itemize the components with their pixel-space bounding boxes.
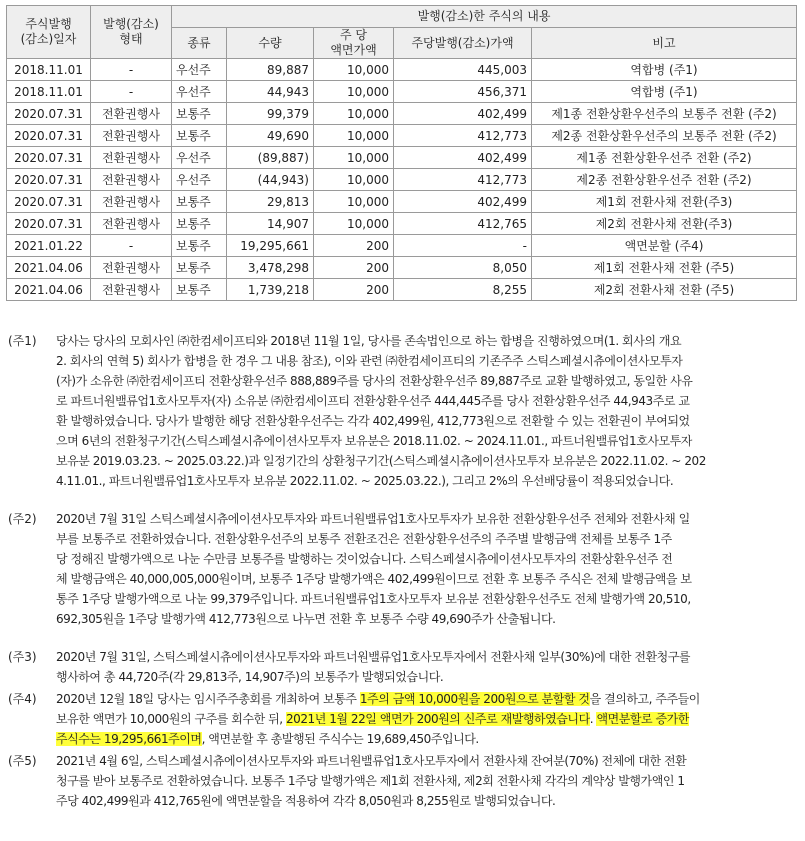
stock-issuance-table	[6, 5, 797, 301]
header-share-details: 발행(감소)한 주식의 내용	[172, 6, 797, 28]
footnote-label: (주1)	[8, 334, 37, 348]
cell-kind: 우선주	[172, 81, 227, 103]
table-row	[7, 59, 797, 81]
footnote-line: 주당 402,499원과 412,765원에 액면분할을 적용하여 각각 8,050원과 8,255원로 발행되었습니다.	[56, 794, 556, 808]
cell-quantity: 49,690	[227, 125, 314, 147]
cell-kind: 우선주	[172, 169, 227, 191]
cell-issue-price: 8,050	[394, 257, 532, 279]
highlighted-text: 1주의 금액 10,000원을 200원으로 분할할 것	[359, 692, 590, 706]
cell-kind: 보통주	[172, 125, 227, 147]
footnote-label: (주4)	[8, 692, 37, 706]
cell-remark: 제1회 전환사채 전환(주3)	[532, 191, 797, 213]
footnote-line: 보유한 액면가 10,000원의 구주를 회수한 뒤, 2021년 1월 22일 액면가 200원의 신주로 재발행하였습니다. 액면분할로 증가한	[56, 712, 689, 726]
cell-type: -	[91, 235, 172, 257]
cell-date: 2020.07.31	[7, 103, 91, 125]
cell-remark: 역합병 (주1)	[532, 59, 797, 81]
highlighted-text: 액면분할로 증가한	[596, 712, 689, 726]
cell-kind: 보통주	[172, 213, 227, 235]
cell-remark: 제1종 전환상환우선주의 보통주 전환 (주2)	[532, 103, 797, 125]
table-row	[7, 81, 797, 103]
footnote-line: 2020년 7월 31일 스틱스페셜시츄에이션사모투자와 파트너원밸류업1호사모투자가 보유한 전환상환우선주 전체와 전환사채 일	[56, 512, 690, 526]
cell-date: 2020.07.31	[7, 169, 91, 191]
footnote-text	[56, 331, 800, 491]
header-issue-price: 주당발행(감소)가액	[394, 28, 532, 59]
cell-remark: 제2종 전환상환우선주의 보통주 전환 (주2)	[532, 125, 797, 147]
footnote-line: 행사하여 총 44,720주(각 29,813주, 14,907주)의 보통주가 발행되었습니다.	[56, 670, 444, 684]
cell-type: -	[91, 81, 172, 103]
footnote-line: 체 발행금액은 40,000,005,000원이며, 보통주 1주당 발행가액은 402,499원이므로 전환 후 보통주 주식은 전체 발행금액을 보	[56, 572, 692, 586]
table-row	[7, 213, 797, 235]
cell-remark: 액면분할 (주4)	[532, 235, 797, 257]
footnote-line: 2020년 12월 18일 당사는 임시주주총회를 개최하여 보통주 1주의 금액 10,000원을 200원으로 분할할 것을 결의하고, 주주들이	[56, 692, 700, 706]
cell-par-value: 10,000	[314, 103, 394, 125]
cell-remark: 제2종 전환상환우선주 전환 (주2)	[532, 169, 797, 191]
cell-date: 2021.01.22	[7, 235, 91, 257]
cell-par-value: 10,000	[314, 125, 394, 147]
cell-kind: 보통주	[172, 279, 227, 301]
cell-quantity: 89,887	[227, 59, 314, 81]
table-row	[7, 257, 797, 279]
header-par-value: 주 당 액면가액	[314, 28, 394, 59]
cell-date: 2020.07.31	[7, 213, 91, 235]
cell-remark: 제1종 전환상환우선주 전환 (주2)	[532, 147, 797, 169]
table-row	[7, 147, 797, 169]
cell-issue-price: 402,499	[394, 147, 532, 169]
table-row	[7, 235, 797, 257]
cell-par-value: 10,000	[314, 169, 394, 191]
cell-quantity: 99,379	[227, 103, 314, 125]
footnote-text	[56, 751, 800, 811]
cell-type: 전환권행사	[91, 169, 172, 191]
footnote-line: 통주 1주당 발행가액으로 나눈 99,379주입니다. 파트너원밸류업1호사모투자 보유분 전환상환우선주도 전체 발행가액 20,510,	[56, 592, 691, 606]
cell-date: 2018.11.01	[7, 81, 91, 103]
cell-par-value: 200	[314, 257, 394, 279]
footnote-line: (자)가 소유한 ㈜한컴세이프티 전환상환우선주 888,889주를 당사의 전환상환우선주 89,887주로 교환 발행하였고, 동일한 사유	[56, 374, 693, 388]
cell-issue-price: 412,773	[394, 169, 532, 191]
cell-issue-price: 456,371	[394, 81, 532, 103]
footnote-label: (주5)	[8, 754, 37, 768]
cell-type: 전환권행사	[91, 257, 172, 279]
cell-type: 전환권행사	[91, 279, 172, 301]
cell-type: 전환권행사	[91, 191, 172, 213]
cell-quantity: 44,943	[227, 81, 314, 103]
footnote-line: 2. 회사의 연혁 5) 회사가 합병을 한 경우 그 내용 참조), 이와 관련 ㈜한컴세이프티의 기존주주 스틱스페셜시츄에이션사모투자	[56, 354, 683, 368]
header-issue-type: 발행(감소) 형태	[91, 6, 172, 59]
footnote-line: 환 발행하였습니다. 당사가 발행한 해당 전환상환우선주는 각각 402,499원, 412,773원으로 전환할 수 있는 전환권이 부여되었	[56, 414, 690, 428]
footnote-text	[56, 689, 800, 749]
cell-date: 2018.11.01	[7, 59, 91, 81]
cell-remark: 제2회 전환사채 전환(주3)	[532, 213, 797, 235]
footnote-line: 2021년 4월 6일, 스틱스페셜시츄에이션사모투자와 파트너원밸류업1호사모투자에서 전환사채 잔여분(70%) 전체에 대한 전환	[56, 754, 687, 768]
cell-date: 2020.07.31	[7, 147, 91, 169]
footnote-2	[6, 509, 800, 629]
cell-kind: 보통주	[172, 191, 227, 213]
cell-type: -	[91, 59, 172, 81]
footnote-line: 2020년 7월 31일, 스틱스페셜시츄에이션사모투자와 파트너원밸류업1호사모투자에서 전환사채 일부(30%)에 대한 전환청구를	[56, 650, 691, 664]
cell-issue-price: 402,499	[394, 191, 532, 213]
footnote-line: 692,305원을 1주당 발행가액 412,773원으로 나누면 전환 후 보통주 수량 49,690주가 산출됩니다.	[56, 612, 556, 626]
footnote-line: 주식수는 19,295,661주이며, 액면분할 후 총발행된 주식수는 19,689,450주입니다.	[56, 732, 479, 746]
cell-quantity: 14,907	[227, 213, 314, 235]
footnote-text	[56, 647, 800, 687]
header-kind: 종류	[172, 28, 227, 59]
cell-kind: 보통주	[172, 103, 227, 125]
footnotes	[6, 331, 800, 811]
footnote-4	[6, 689, 800, 749]
footnote-line: 으며 6년의 전환청구기간(스틱스페셜시츄에이션사모투자 보유분은 2018.11.02. ~ 2024.11.01., 파트너원밸류업1호사모투자	[56, 434, 692, 448]
cell-kind: 우선주	[172, 59, 227, 81]
cell-quantity: 1,739,218	[227, 279, 314, 301]
table-row	[7, 191, 797, 213]
cell-date: 2021.04.06	[7, 279, 91, 301]
cell-issue-price: 445,003	[394, 59, 532, 81]
cell-kind: 보통주	[172, 235, 227, 257]
cell-remark: 제2회 전환사채 전환 (주5)	[532, 279, 797, 301]
cell-type: 전환권행사	[91, 103, 172, 125]
cell-issue-price: 8,255	[394, 279, 532, 301]
cell-issue-price: 402,499	[394, 103, 532, 125]
cell-par-value: 10,000	[314, 81, 394, 103]
cell-quantity: (44,943)	[227, 169, 314, 191]
cell-type: 전환권행사	[91, 125, 172, 147]
cell-quantity: 3,478,298	[227, 257, 314, 279]
cell-remark: 제1회 전환사채 전환 (주5)	[532, 257, 797, 279]
table-row	[7, 279, 797, 301]
footnote-text	[56, 509, 800, 629]
cell-issue-price: 412,773	[394, 125, 532, 147]
header-issue-date: 주식발행 (감소)일자	[7, 6, 91, 59]
footnote-line: 당 정해진 발행가액으로 나눈 수만큼 보통주를 발행하는 것이었습니다. 스틱스페셜시츄에이션사모투자의 전환상환우선주 전	[56, 552, 673, 566]
cell-date: 2020.07.31	[7, 125, 91, 147]
cell-type: 전환권행사	[91, 147, 172, 169]
cell-quantity: 29,813	[227, 191, 314, 213]
cell-date: 2021.04.06	[7, 257, 91, 279]
cell-par-value: 200	[314, 279, 394, 301]
cell-kind: 보통주	[172, 257, 227, 279]
table-row	[7, 103, 797, 125]
highlighted-text: 주식수는 19,295,661주이며	[56, 732, 202, 746]
footnote-5	[6, 751, 800, 811]
cell-par-value: 10,000	[314, 191, 394, 213]
table-row	[7, 169, 797, 191]
footnote-line: 청구를 받아 보통주로 전환하였습니다. 보통주 1주당 발행가액은 제1회 전환사채, 제2회 전환사채 각각의 계약상 발행가액인 1	[56, 774, 685, 788]
cell-par-value: 10,000	[314, 213, 394, 235]
cell-remark: 역합병 (주1)	[532, 81, 797, 103]
cell-par-value: 200	[314, 235, 394, 257]
cell-par-value: 10,000	[314, 59, 394, 81]
highlighted-text: 2021년 1월 22일 액면가 200원의 신주로 재발행하였습니다	[285, 712, 590, 726]
footnote-line: 4.11.01., 파트너원밸류업1호사모투자 보유분 2022.11.02. ~ 2025.03.22.), 그리고 2%의 우선배당률이 적용되었습니다.	[56, 474, 674, 488]
cell-issue-price: 412,765	[394, 213, 532, 235]
footnote-label: (주2)	[8, 512, 37, 526]
cell-date: 2020.07.31	[7, 191, 91, 213]
footnote-line: 보유분 2019.03.23. ~ 2025.03.22.)과 일정기간의 상환청구기간(스틱스페셜시츄에이션사모투자 보유분은 2022.11.02. ~ 202	[56, 454, 706, 468]
cell-kind: 우선주	[172, 147, 227, 169]
cell-quantity: 19,295,661	[227, 235, 314, 257]
table-row	[7, 125, 797, 147]
footnote-line: 당사는 당사의 모회사인 ㈜한컴세이프티와 2018년 11월 1일, 당사를 존속법인으로 하는 합병을 진행하였으며(1. 회사의 개요	[56, 334, 682, 348]
cell-issue-price: -	[394, 235, 532, 257]
cell-type: 전환권행사	[91, 213, 172, 235]
footnote-line: 부를 보통주로 전환하였습니다. 전환상환우선주의 보통주 전환조건은 전환상환우선주의 주주별 발행금액 전체를 보통주 1주	[56, 532, 672, 546]
header-remark: 비고	[532, 28, 797, 59]
footnote-1	[6, 331, 800, 491]
cell-par-value: 10,000	[314, 147, 394, 169]
cell-quantity: (89,887)	[227, 147, 314, 169]
header-quantity: 수량	[227, 28, 314, 59]
footnote-line: 로 파트너원밸류업1호사모투자(자) 소유분 ㈜한컴세이프티 전환상환우선주 444,445주를 당사 전환상환우선주 44,943주로 교	[56, 394, 690, 408]
footnote-3	[6, 647, 800, 687]
footnote-label: (주3)	[8, 650, 37, 664]
